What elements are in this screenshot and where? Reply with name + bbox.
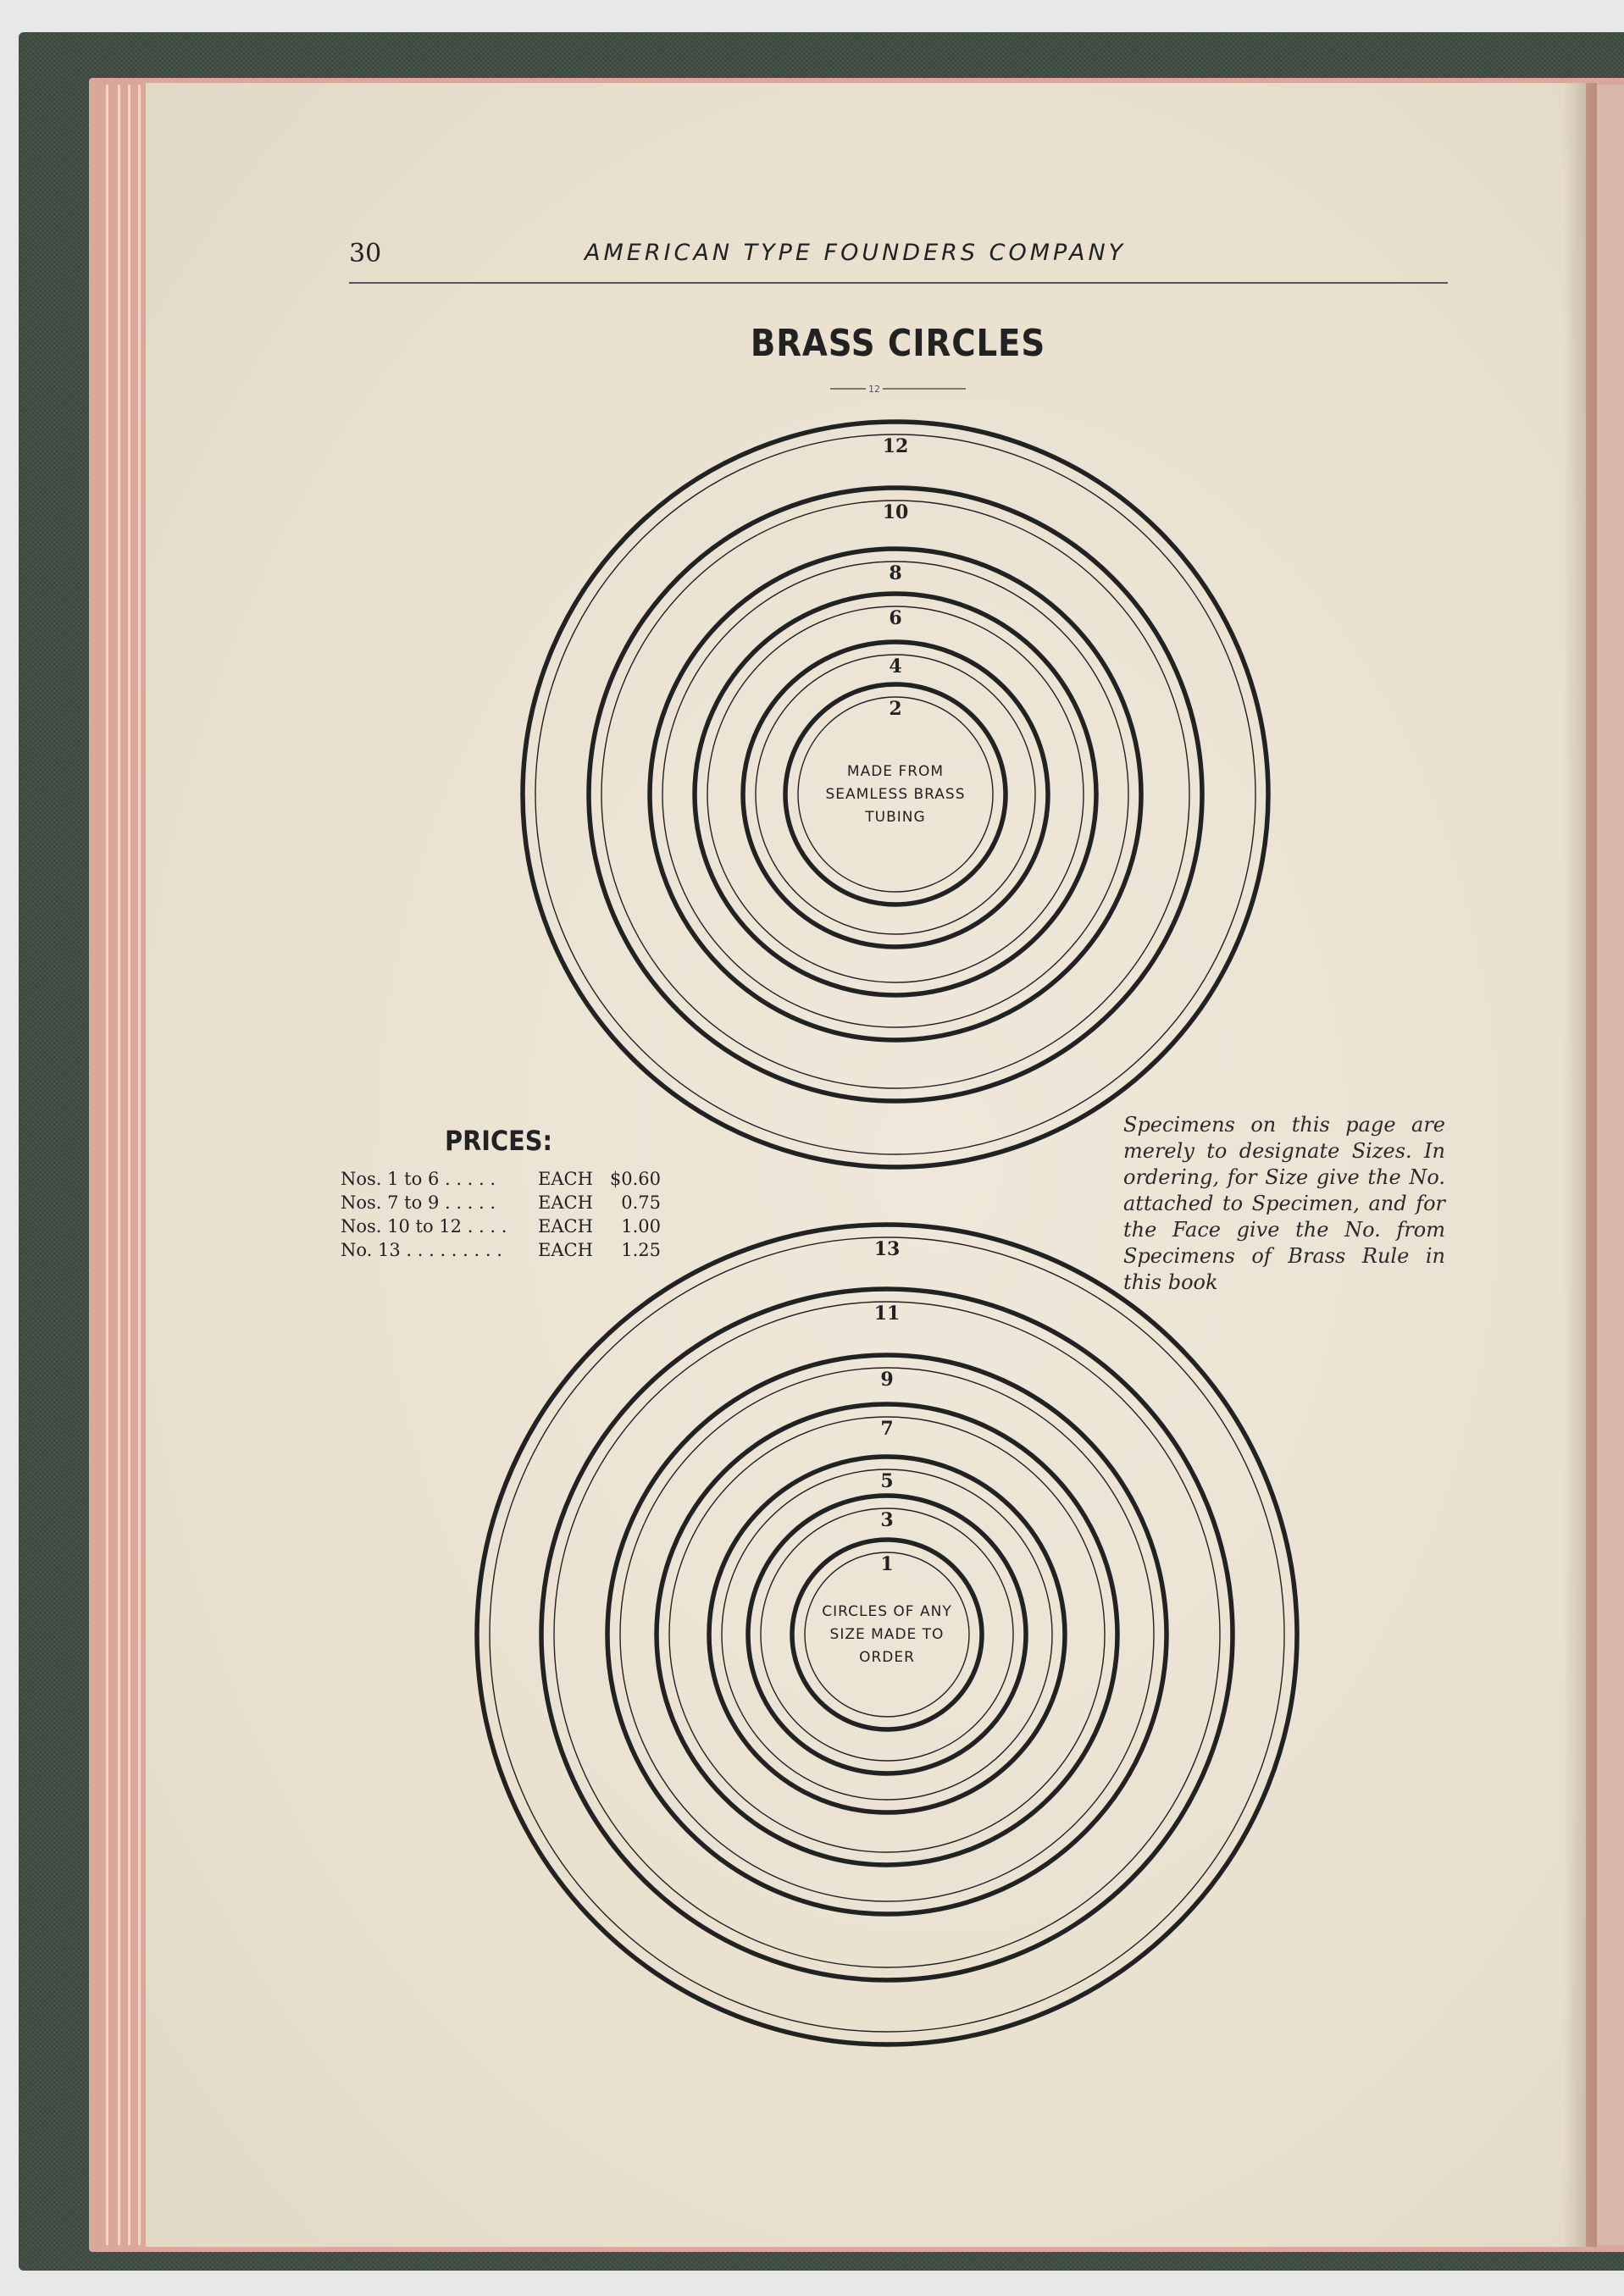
price-amount: 1.25	[621, 1240, 661, 1260]
circle-size-number: 2	[889, 698, 902, 720]
rule-key-label: 12	[868, 384, 880, 395]
running-head: AMERICAN TYPE FOUNDERS COMPANY	[585, 240, 1127, 266]
price-each: EACH	[538, 1216, 593, 1237]
specimen-note: Specimens on this page are merely to designate Sizes. In ordering, for Size give the No. attached to Specimen, and for the Face give the No. from Specimens of Brass Rule in this book	[1123, 1113, 1445, 1294]
price-label: Nos. 1 to 6 . . . . .	[341, 1169, 496, 1189]
price-each: EACH	[538, 1192, 593, 1213]
circle-size-number: 9	[880, 1369, 894, 1391]
circle-center-text: CIRCLES OF ANY	[822, 1603, 952, 1620]
price-amount: $0.60	[609, 1169, 661, 1189]
price-amount: 1.00	[621, 1216, 661, 1237]
circle-size-number: 1	[880, 1553, 894, 1575]
circle-size-number: 10	[882, 501, 909, 523]
upper-circle-set	[523, 422, 1268, 1167]
price-each: EACH	[538, 1169, 593, 1189]
price-label: Nos. 7 to 9 . . . . .	[341, 1192, 496, 1213]
circle-size-number: 5	[880, 1470, 894, 1492]
circle-size-number: 6	[889, 607, 902, 629]
circle-center-text: ORDER	[859, 1649, 915, 1666]
circle-center-text: SEAMLESS BRASS	[825, 786, 966, 803]
circle-size-number: 12	[882, 435, 909, 457]
price-label: No. 13 . . . . . . . . .	[341, 1240, 502, 1260]
price-label: Nos. 10 to 12 . . . .	[341, 1216, 507, 1237]
prices-title: PRICES:	[445, 1125, 553, 1157]
circle-size-number: 7	[880, 1418, 894, 1440]
lower-circle-set	[477, 1225, 1297, 2044]
circle-center-text: TUBING	[865, 809, 926, 826]
rule-key-marker	[830, 384, 966, 395]
price-amount: 0.75	[621, 1192, 661, 1213]
page-number: 30	[349, 239, 382, 268]
circle-size-number: 11	[873, 1303, 901, 1325]
circle-center-text: MADE FROM	[846, 763, 945, 780]
price-each: EACH	[538, 1240, 593, 1260]
circle-size-number: 13	[873, 1238, 901, 1260]
circle-size-number: 8	[889, 562, 902, 584]
circle-size-number: 4	[889, 656, 902, 678]
circle-size-number: 3	[880, 1509, 894, 1531]
page-title: BRASS CIRCLES	[750, 322, 1046, 365]
circle-center-text: SIZE MADE TO	[829, 1626, 945, 1643]
